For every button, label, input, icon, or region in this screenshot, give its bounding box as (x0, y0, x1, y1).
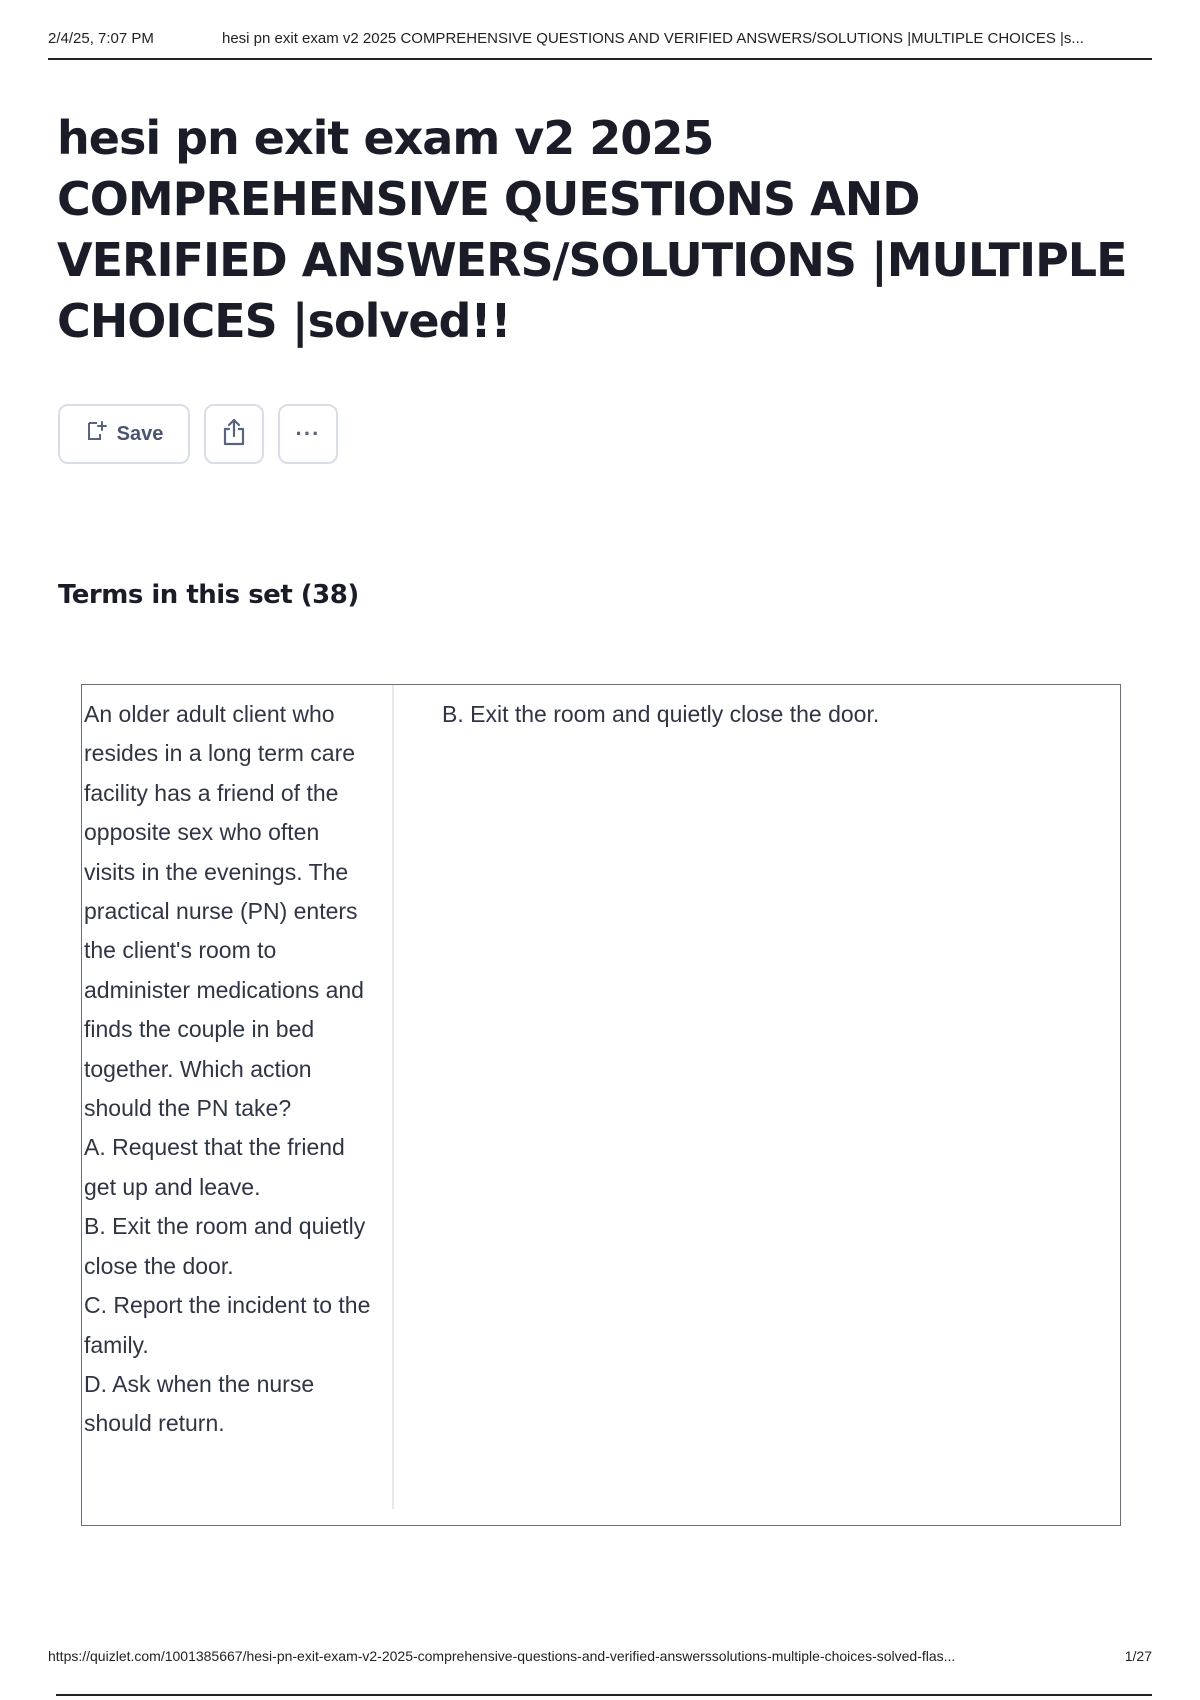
save-button-label: Save (116, 422, 164, 445)
flashcard-term: An older adult client who resides in a long term care facility has a friend of the opposite sex who often visits in the evenings. The practical nurse (PN) enters the client's room to administer medications and finds the couple in bed together. Which action should the PN take? A. Request that the friend get up and leave. B. Exit the room and quietly close the door. C. Report the incident to the family. D. Ask when the nurse should return. (84, 701, 371, 1437)
save-icon (85, 420, 107, 448)
share-icon (220, 417, 248, 452)
print-page-number: 1/27 (1124, 1648, 1152, 1664)
flashcard (81, 684, 1121, 1526)
print-timestamp: 2/4/25, 7:07 PM (48, 30, 154, 47)
terms-heading: Terms in this set (38) (58, 580, 359, 610)
page-title: hesi pn exit exam v2 2025 COMPREHENSIVE QUESTIONS AND VERIFIED ANSWERS/SOLUTIONS |MULTIPLE CHOICES |solved!! (57, 111, 1127, 348)
print-url: https://quizlet.com/1001385667/hesi-pn-exit-exam-v2-2025-comprehensive-questions-and-verified-answerssolutions-multiple-choices-solved-flas... (48, 1648, 956, 1664)
save-button[interactable] (58, 404, 190, 464)
print-header (48, 28, 1152, 60)
more-options-button[interactable] (278, 404, 338, 464)
print-document-title: hesi pn exit exam v2 2025 COMPREHENSIVE QUESTIONS AND VERIFIED ANSWERS/SOLUTIONS |MULTIPLE CHOICES |s... (222, 30, 1084, 47)
share-button[interactable] (204, 404, 264, 464)
footer-divider (56, 1694, 1152, 1696)
flashcard-definition: B. Exit the room and quietly close the door. (442, 701, 880, 727)
more-icon: ··· (295, 421, 321, 446)
flashcard-divider (392, 685, 394, 1509)
set-actions (58, 404, 338, 464)
